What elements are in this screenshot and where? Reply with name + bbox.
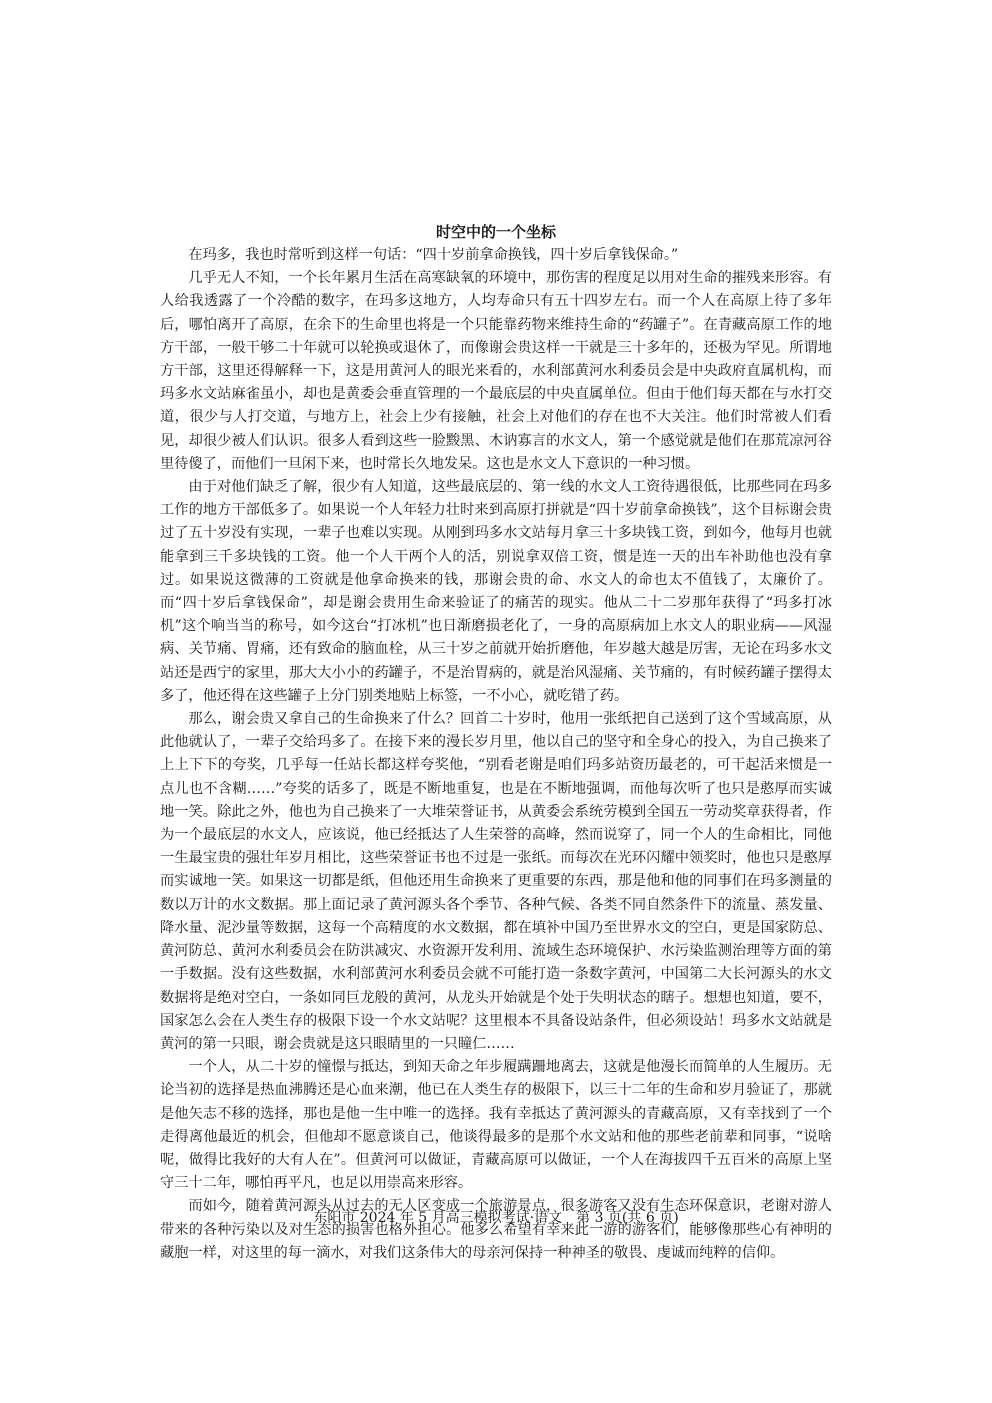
paragraph-6: 而如今，随着黄河源头从过去的无人区变成一个旅游景点，很多游客又没有生态环保意识，老谢对游人带来的各种污染以及对生态的损害也格外担心。他多么希望有幸来此一游的游客们，能够像那些心有神明的藏胞一样，对这里的每一滴水，对我们这条伟大的母亲河保持一种神圣的敬畏、虔诚而纯粹的信仰。 [160, 1198, 832, 1261]
page-footer: 东阳市 2024 年 5 月高三模拟考试·语文 第 3 页(共 6 页) [313, 1210, 679, 1226]
article-title: 时空中的一个坐标 [435, 223, 556, 241]
paragraph-2: 几乎无人不知，一个长年累月生活在高寒缺氧的环境中，那伤害的程度足以用对生命的摧残来形容。有人给我透露了一个冷酷的数字，在玛多这地方，人均寿命只有五十四岁左右。而一个人在高原上待了多年后，哪怕离开了高原，在余下的生命里也将是一个只能靠药物来维持生命的“药罐子”。在青藏高原工作的地方干部，一般干够二十年就可以轮换或退休了，而像谢会贵这样一干就是三十多年的，还极为罕见。所谓地方干部，这里还得解释一下，这是用黄河人的眼光来看的，水利部黄河水利委员会是中央政府直属机构，而玛多水文站麻雀虽小，却也是黄委会垂直管理的一个最底层的中央直属单位。但由于他们每天都在与水打交道，很少与人打交道，与地方上，社会上少有接触，社会上对他们的存在也不大关注。他们时常被人们看见，却很少被人们认识。很多人看到这些一脸黢黑、木讷寡言的水文人，第一个感觉就是他们在那荒凉河谷里待傻了，而他们一旦闲下来，也时常长久地发呆。这也是水文人下意识的一种习惯。 [160, 270, 832, 472]
article-body [160, 244, 832, 1265]
paragraph-4: 那么，谢会贵又拿自己的生命换来了什么？回首二十岁时，他用一张纸把自己送到了这个雪域高原，从此他就认了，一辈子交给玛多了。在接下来的漫长岁月里，他以自己的坚守和全身心的投入，为自己换来了上上下下的夸奖，几乎每一任站长都这样夸奖他，“别看老谢是咱们玛多站资历最老的，可干起活来惯是一点儿也不含糊……”夸奖的话多了，既是不断地重复，也是在不断地强调，而他每次听了也只是憨厚而实诚地一笑。除此之外，他也为自己换来了一大堆荣誉证书，从黄委会系统劳模到全国五一劳动奖章获得者，作为一个最底层的水文人，应该说，他已经抵达了人生荣誉的高峰，然而说穿了，同一个人的生命相比，同他一生最宝贵的强壮年岁月相比，这些荣誉证书也不过是一张纸。而每次在光环闪耀中领奖时，他也只是憨厚而实诚地一笑。如果这一切都是纸，但他还用生命换来了更重要的东西，那是他和他的同事们在玛多测量的数以万计的水文数据。那上面记录了黄河源头各个季节、各种气候、各类不同自然条件下的流量、蒸发量、降水量、泥沙量等数据，这每一个高精度的水文数据，都在填补中国乃至世界水文的空白，更是国家防总、黄河防总、黄河水利委员会在防洪减灾、水资源开发利用、流域生态环境保护、水污染监测治理等方面的第一手数据。没有这些数据，水利部黄河水利委员会就不可能打造一条数字黄河，中国第二大长河源头的水文数据将是绝对空白，一条如同巨龙般的黄河，从龙头开始就是个处于失明状态的瞎子。想想也知道，要不，国家怎么会在人类生存的极限下设一个水文站呢？这里根本不具备设站条件，但必须设站！玛多水文站就是黄河的第一只眼，谢会贵就是这只眼睛里的一只瞳仁…… [160, 711, 832, 1052]
paragraph-1: 在玛多，我也时常听到这样一句话：“四十岁前拿命换钱，四十岁后拿钱保命。” [188, 247, 679, 263]
paragraph-5: 一个人，从二十岁的憧憬与抵达，到知天命之年步履蹒跚地离去，这就是他漫长而简单的人生履历。无论当初的选择是热血沸腾还是心血来潮，他已在人类生存的极限下，以三十二年的生命和岁月验证了，那就是他矢志不移的选择，那也是他一生中唯一的选择。我有幸抵达了黄河源头的青藏高原，又有幸找到了一个走得离他最近的机会，但他却不愿意谈自己，他谈得最多的是那个水文站和他的那些老前辈和同事，“说啥呢，做得比我好的大有人在”。但黄河可以做证，青藏高原可以做证，一个人在海拔四千五百米的高原上坚守三十二年，哪怕再平凡，也足以用崇高来形容。 [160, 1059, 832, 1192]
paragraph-3: 由于对他们缺乏了解，很少有人知道，这些最底层的、第一线的水文人工资待遇很低，比那些同在玛多工作的地方干部低多了。如果说一个人年轻力壮时来到高原打拼就是“四十岁前拿命换钱”，这个目标谢会贵过了五十岁没有实现，一辈子也难以实现。从刚到玛多水文站每月拿三十多块钱工资，到如今，他每月也就能拿到三千多块钱的工资。他一个人干两个人的活，别说拿双倍工资，惯是连一天的出车补助他也没有拿过。如果说这微薄的工资就是他拿命换来的钱，那谢会贵的命、水文人的命也太不值钱了，太廉价了。而“四十岁后拿钱保命”，却是谢会贵用生命来验证了的痛苦的现实。他从二十二岁那年获得了“玛多打冰机”这个响当当的称号，如今这台“打冰机”也日渐磨损老化了，一身的高原病加上水文人的职业病——风湿病、关节痛、胃痛，还有致命的脑血栓，从三十岁之前就开始折磨他，年岁越大越是厉害，无论在玛多水文站还是西宁的家里，那大大小小的药罐子，不是治胃病的，就是治风湿痛、关节痛的，有时候药罐子摆得太多了，他还得在这些罐子上分门别类地贴上标签，一不小心，就吃错了药。 [160, 479, 832, 704]
